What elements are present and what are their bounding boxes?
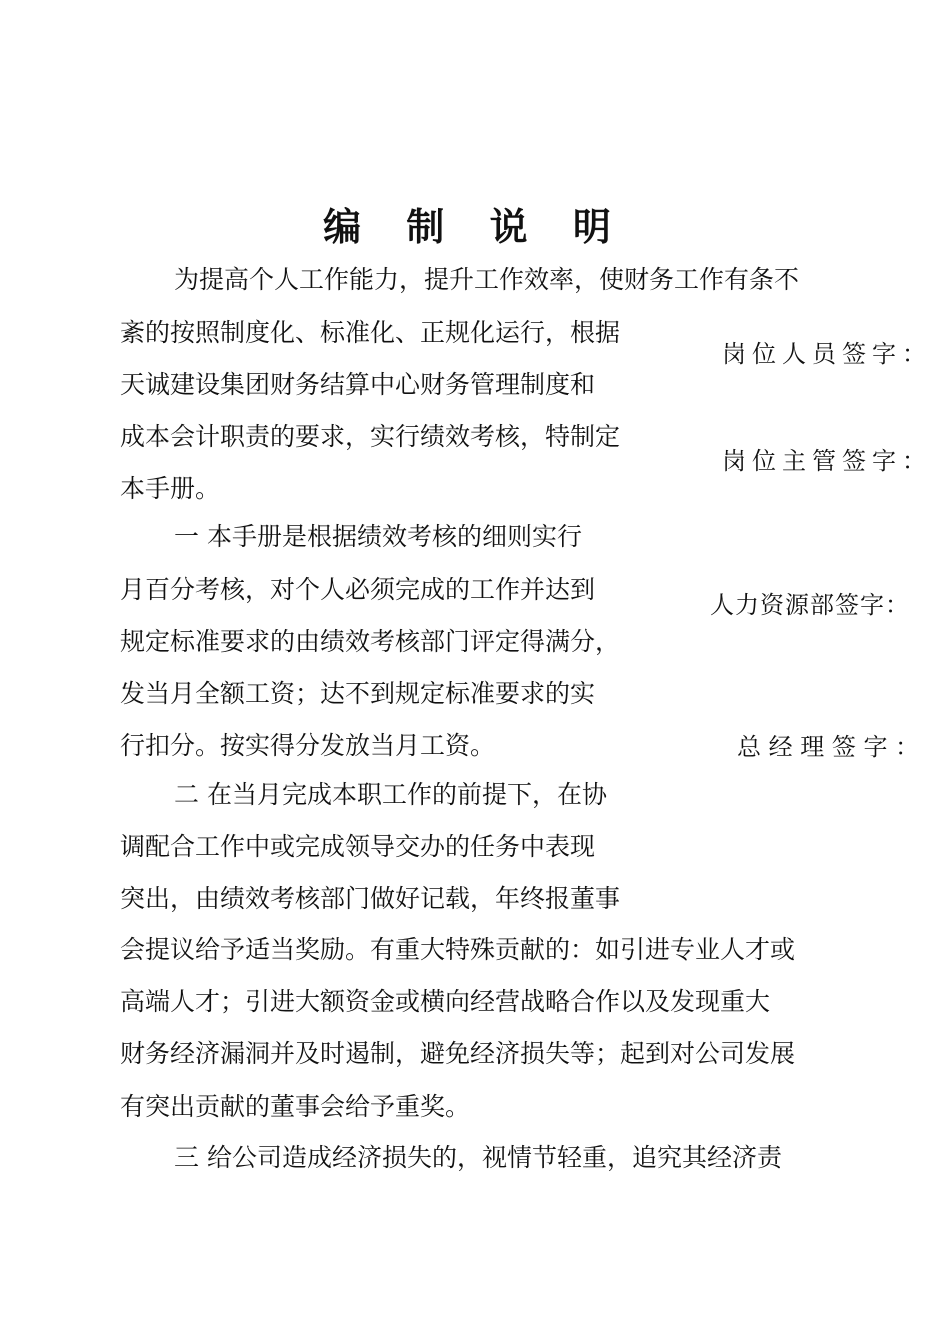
body-line: 成本会计职责的要求，实行绩效考核，特制定 — [120, 422, 621, 451]
page-title: 编 制 说 明 — [323, 204, 627, 249]
body-line: 高端人才；引进大额资金或横向经营战略合作以及发现重大 — [120, 987, 771, 1016]
hr-signature-label: 人力资源部签字： — [710, 591, 910, 619]
body-line: 一 本手册是根据绩效考核的细则实行 — [174, 522, 582, 551]
body-line: 会提议给予适当奖励。有重大特殊贡献的：如引进专业人才或 — [120, 935, 796, 964]
body-line: 突出，由绩效考核部门做好记载，年终报董事 — [120, 884, 621, 913]
supervisor-signature-label: 岗位主管签字： — [722, 447, 932, 475]
body-line: 规定标准要求的由绩效考核部门评定得满分， — [120, 627, 621, 656]
body-line: 财务经济漏洞并及时遏制，避免经济损失等；起到对公司发展 — [120, 1039, 796, 1068]
staff-signature-label: 岗位人员签字： — [722, 340, 932, 368]
body-line: 紊的按照制度化、标准化、正规化运行，根据 — [120, 318, 621, 347]
body-line: 二 在当月完成本职工作的前提下，在协 — [174, 780, 607, 809]
body-line: 本手册。 — [120, 474, 221, 503]
body-line: 三 给公司造成经济损失的，视情节轻重，追究其经济责 — [174, 1143, 782, 1172]
gm-signature-label: 总 经 理 签 字 ： — [737, 733, 920, 761]
body-line: 为提高个人工作能力，提升工作效率，使财务工作有条不 — [174, 265, 800, 294]
body-line: 月百分考核，对个人必须完成的工作并达到 — [120, 575, 596, 604]
body-line: 天诚建设集团财务结算中心财务管理制度和 — [120, 370, 596, 399]
body-line: 有突出贡献的董事会给予重奖。 — [120, 1092, 471, 1121]
body-line: 调配合工作中或完成领导交办的任务中表现 — [120, 832, 596, 861]
body-line: 发当月全额工资；达不到规定标准要求的实 — [120, 679, 596, 708]
body-line: 行扣分。按实得分发放当月工资。 — [120, 731, 496, 760]
